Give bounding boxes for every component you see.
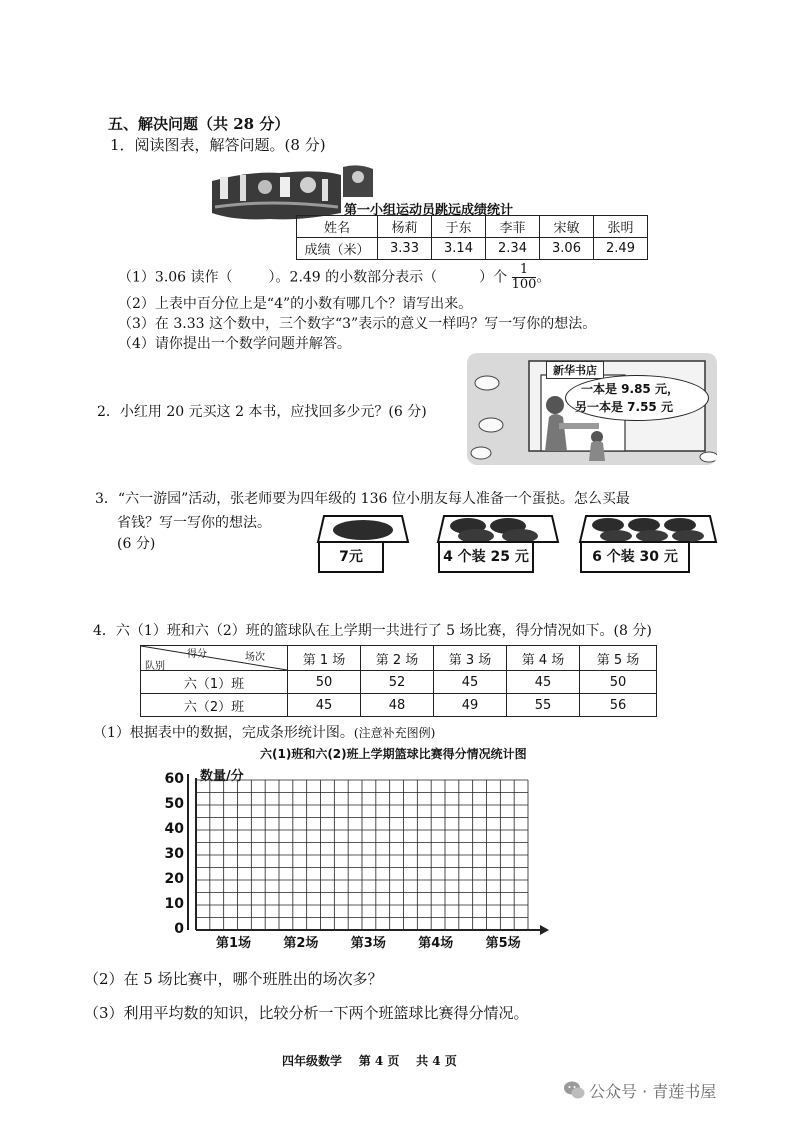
q4-sub3: （3）利用平均数的知识，比较分析一下两个班篮球比赛得分情况。 [84, 1004, 529, 1022]
q1-sub1-c: ）个 [479, 269, 508, 286]
table-header-cell: 第 5 场 [580, 646, 657, 671]
x-tick-label: 第1场 [216, 936, 252, 951]
y-tick-label: 50 [164, 796, 184, 812]
table-cell: 2.34 [486, 238, 540, 260]
q1-sub1-b: ）。2.49 的小数部分表示（ [268, 269, 438, 286]
table-cell: 3.06 [540, 238, 594, 260]
table-header-cell: 第 2 场 [361, 646, 434, 671]
q1-sub1 [118, 263, 550, 292]
x-tick-label: 第5场 [485, 936, 521, 951]
table-cell: 姓名 [297, 216, 378, 238]
section-title: 五、解决问题（共 28 分） [108, 115, 290, 133]
q1-table-title: 第一小组运动员跳远成绩统计 [344, 199, 513, 218]
corner-top-label: 得分 [187, 649, 207, 660]
q3-line-1: 3．“六一游园”活动，张老师要为四年级的 136 位小朋友每人准备一个蛋挞。怎么买最 [95, 491, 630, 507]
photo-right [343, 163, 373, 197]
table-cell: 56 [580, 694, 657, 717]
table-cell: 48 [361, 694, 434, 717]
q2-text: 2．小红用 20 元买这 2 本书，应找回多少元？(6 分) [97, 404, 427, 420]
q4-sub1-text: （1）根据表中的数据，完成条形统计图。 [93, 725, 354, 741]
x-tick-label: 第4场 [418, 936, 454, 951]
table-cell: 3.14 [432, 238, 486, 260]
fraction-numerator: 1 [512, 263, 537, 278]
bubble-line-2: 另一本是 7.55 元 [575, 400, 673, 414]
q1-sub1-a: （1）3.06 读作（ [118, 269, 233, 286]
q3-line-3: (6 分) [117, 536, 156, 552]
bookstore-illustration [467, 353, 717, 465]
table-row [297, 238, 648, 260]
fraction-denominator: 100 [511, 277, 537, 292]
q3-line-2: 省钱？写一写你的想法。 [117, 515, 271, 531]
table-cell: 六（2）班 [141, 694, 288, 717]
corner-bottom-label: 队别 [145, 661, 165, 672]
cake-box-1-label: 7元 [318, 541, 384, 573]
table-row [141, 646, 657, 671]
table-cell: 2.49 [594, 238, 648, 260]
y-tick-label: 40 [164, 821, 184, 837]
table-corner-cell [141, 646, 288, 671]
table-cell: 成绩（米） [297, 238, 378, 260]
chart-title: 六(1)班和六(2)班上学期篮球比赛得分情况统计图 [260, 747, 527, 761]
cake-box-2-label: 4 个装 25 元 [438, 541, 534, 573]
table-cell: 55 [507, 694, 580, 717]
fraction [512, 263, 537, 292]
y-tick-label: 20 [164, 871, 184, 887]
table-cell: 50 [580, 671, 657, 694]
q4-text: 4．六（1）班和六（2）班的篮球队在上学期一共进行了 5 场比赛，得分情况如下。(8 分) [93, 623, 652, 639]
cake-box-3-label: 6 个装 30 元 [580, 541, 690, 573]
chart-ylabel: 数量/分 [200, 769, 244, 784]
table-cell: 52 [361, 671, 434, 694]
bubble-line-1: 一本是 9.85 元， [581, 382, 679, 396]
page-footer: 四年级数学 第 4 页 共 4 页 [282, 1054, 457, 1068]
table-header-cell: 第 4 场 [507, 646, 580, 671]
q1-sub4: （4）请你提出一个数学问题并解答。 [118, 336, 351, 352]
table-cell: 杨莉 [378, 216, 432, 238]
table-cell: 3.33 [378, 238, 432, 260]
table-cell: 宋敏 [540, 216, 594, 238]
table-cell: 45 [507, 671, 580, 694]
q1-sub1-end: 。 [536, 269, 551, 286]
table-cell: 张明 [594, 216, 648, 238]
table-cell: 六（1）班 [141, 671, 288, 694]
basketball-table [140, 645, 657, 717]
q1-sub2: （2）上表中百分位上是“4”的小数有哪几个？请写出来。 [118, 296, 473, 312]
y-tick-label: 10 [164, 896, 184, 912]
wechat-icon [563, 1080, 585, 1100]
corner-mid-label: 场次 [245, 652, 265, 663]
long-jump-table [296, 215, 648, 260]
table-row [141, 694, 657, 717]
shop-sign: 新华书店 [546, 361, 604, 379]
q1-sub3: （3）在 3.33 这个数中，三个数字“3”表示的意义一样吗？写一写你的想法。 [118, 316, 597, 332]
x-axis-arrow [540, 925, 549, 935]
sports-photo [210, 163, 343, 223]
y-tick-label: 60 [164, 771, 184, 787]
q4-sub1 [93, 722, 435, 742]
table-header-cell: 第 1 场 [288, 646, 361, 671]
table-cell: 45 [434, 671, 507, 694]
q1-prompt: 1．阅读图表，解答问题。(8 分) [110, 136, 326, 154]
table-cell: 于东 [432, 216, 486, 238]
y-tick-label: 30 [164, 846, 184, 862]
table-cell: 49 [434, 694, 507, 717]
table-row [141, 671, 657, 694]
table-cell: 50 [288, 671, 361, 694]
q4-sub1-note: (注意补充图例) [353, 726, 436, 740]
x-tick-label: 第3场 [350, 936, 386, 951]
x-tick-label: 第2场 [283, 936, 319, 951]
q4-sub2: （2）在 5 场比赛中，哪个班胜出的场次多？ [84, 970, 383, 988]
table-cell: 45 [288, 694, 361, 717]
table-row [297, 216, 648, 238]
table-header-cell: 第 3 场 [434, 646, 507, 671]
watermark-text: 公众号 · 青莲书屋 [589, 1082, 717, 1101]
table-cell: 李菲 [486, 216, 540, 238]
y-tick-label: 0 [174, 921, 184, 937]
